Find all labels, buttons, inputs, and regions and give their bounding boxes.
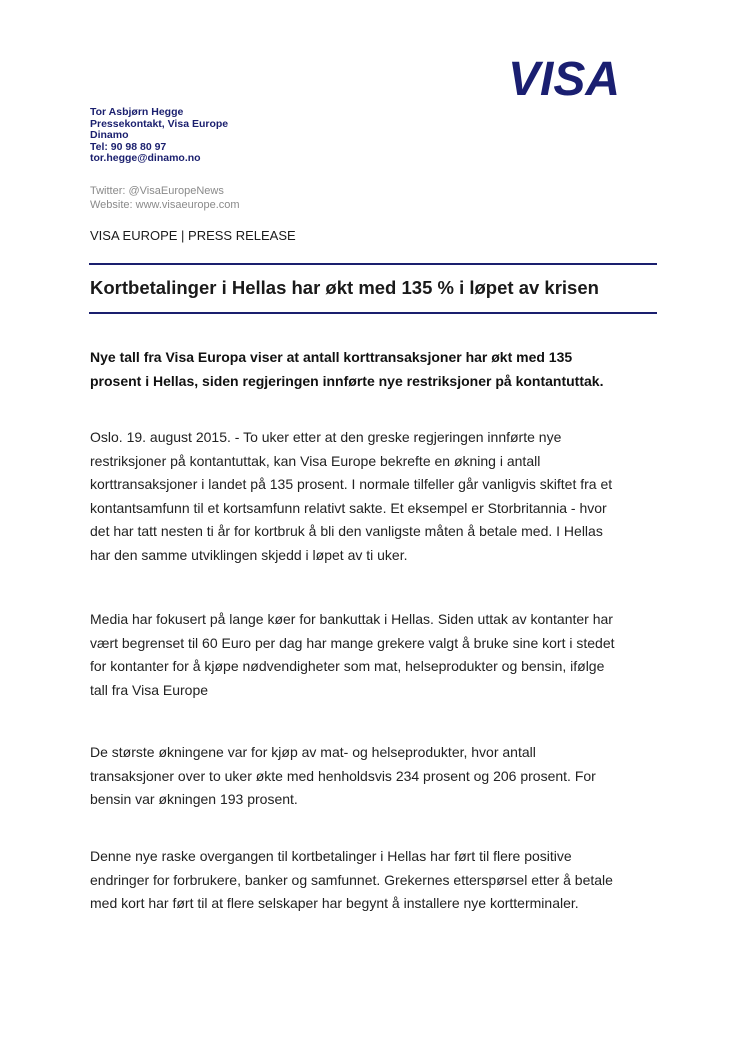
paragraph-line: med kort har ført til at flere selskaper har begynt å installere nye kortterminaler. bbox=[90, 895, 579, 911]
paragraph-line: bensin var økningen 193 prosent. bbox=[90, 791, 298, 807]
body-paragraph-4 bbox=[90, 845, 670, 916]
body-paragraph-2 bbox=[90, 608, 670, 702]
paragraph-line: Oslo. 19. august 2015. - To uker etter at den greske regjeringen innførte nye bbox=[90, 429, 562, 445]
contact-email[interactable]: tor.hegge@dinamo.no bbox=[90, 152, 201, 164]
twitter-handle[interactable]: Twitter: @VisaEuropeNews bbox=[90, 185, 224, 197]
visa-logo bbox=[508, 52, 630, 102]
paragraph-line: restriksjoner på kontantuttak, kan Visa Europe bekrefte en økning i antall bbox=[90, 452, 541, 469]
title-rule-top bbox=[89, 263, 657, 265]
paragraph-line: vært begrenset til 60 Euro per dag har mange grekere valgt å bruke sine kort i stedet bbox=[90, 634, 615, 651]
paragraph-line: korttransaksjoner i landet på 135 prosent. I normale tilfeller går vanligvis skiftet fra et bbox=[90, 476, 613, 492]
paragraph-line: det har tatt nesten ti år for kortbruk å bli den vanligste måten å betale med. I Hellas bbox=[90, 523, 603, 539]
paragraph-line: for kontanter for å kjøpe nødvendigheter som mat, helseprodukter og bensin, ifølge bbox=[90, 658, 605, 674]
paragraph-line: Media har fokusert på lange køer for bankuttak i Hellas. Siden uttak av kontanter har bbox=[90, 611, 613, 627]
lead-line: prosent i Hellas, siden regjeringen innførte nye restriksjoner på kontantuttak. bbox=[90, 372, 604, 389]
contact-role: Pressekontakt, Visa Europe bbox=[90, 117, 229, 130]
visa-logo-text: VISA bbox=[508, 53, 621, 102]
paragraph-line: Denne nye raske overgangen til kortbetalinger i Hellas har ført til flere positive bbox=[90, 848, 572, 864]
website-link[interactable]: Website: www.visaeurope.com bbox=[90, 199, 240, 211]
contact-name: Tor Asbjørn Hegge bbox=[90, 106, 184, 118]
paragraph-line: har den samme utviklingen skjedd i løpet av ti uker. bbox=[90, 546, 408, 563]
title-rule-bottom bbox=[89, 312, 657, 314]
press-release-title: Kortbetalinger i Hellas har økt med 135 % i løpet av krisen bbox=[90, 277, 599, 298]
paragraph-line: tall fra Visa Europe bbox=[90, 681, 209, 698]
paragraph-line: De største økningene var for kjøp av mat- og helseprodukter, hvor antall bbox=[90, 744, 536, 760]
release-label: VISA EUROPE | PRESS RELEASE bbox=[90, 228, 296, 243]
paragraph-line: kontantsamfunn til et kortsamfunn relativt sakte. Et eksempel er Storbritannia - hvor bbox=[90, 499, 607, 516]
paragraph-line: endringer for forbrukere, banker og samfunnet. Grekernes etterspørsel etter å betale bbox=[90, 871, 613, 888]
social-links bbox=[90, 184, 240, 212]
contact-phone: Tel: 90 98 80 97 bbox=[90, 140, 167, 153]
contact-company: Dinamo bbox=[90, 129, 129, 141]
lead-paragraph bbox=[90, 346, 670, 393]
paragraph-line: transaksjoner over to uker økte med henholdsvis 234 prosent og 206 prosent. For bbox=[90, 767, 596, 784]
visa-logo-graphic bbox=[508, 52, 630, 102]
press-contact bbox=[90, 107, 228, 165]
lead-line: Nye tall fra Visa Europa viser at antall korttransaksjoner har økt med 135 bbox=[90, 349, 573, 365]
body-paragraph-1 bbox=[90, 426, 670, 567]
body-paragraph-3 bbox=[90, 741, 670, 812]
